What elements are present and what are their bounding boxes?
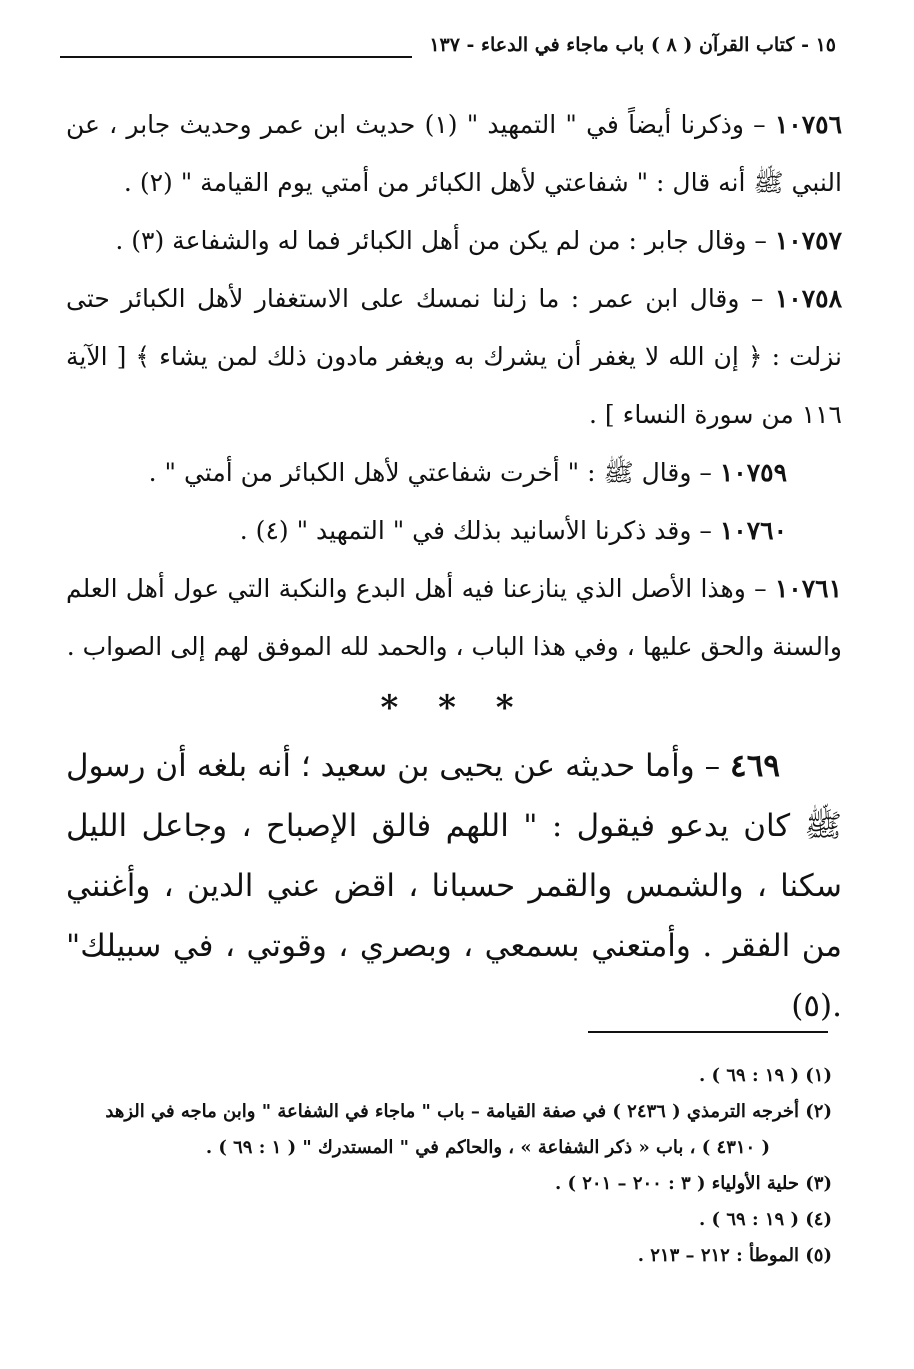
paragraph-number: ١٠٧٥٧ [774, 226, 842, 255]
footnote: (٤) ( ١٩ : ٦٩ ) . [699, 1209, 832, 1230]
paragraph-text: – وقد ذكرنا الأسانيد بذلك في " التمهيد " (٤) . [239, 516, 712, 545]
hadith-text: – وأما حديثه عن يحيى بن سعيد ؛ أنه بلغه أن رسول ﷺ كان يدعو فيقول : " اللهم فالق الإصباح ، وجاعل الليل سكنا ، والشمس والقمر حسبانا ، اقض عني الدين ، وأغنني من الفقر . وأمتعني بسمعي ، وبصري ، وقوتي ، في سبيلك" .(٥) [66, 748, 842, 1024]
footnote: (١) ( ١٩ : ٦٩ ) . [699, 1065, 832, 1086]
footnote: (٥) الموطأ : ٢١٢ – ٢١٣ . [637, 1245, 832, 1266]
footnote-continuation: ( ٤٣١٠ ) ، باب « ذكر الشفاعة » ، والحاكم في " المستدرك " ( ١ : ٦٩ ) . [205, 1137, 770, 1158]
paragraph-number: ١٠٧٥٨ [774, 284, 842, 313]
paragraph-number: ١٠٧٦٠ [719, 516, 787, 545]
paragraph-number: ١٠٧٥٦ [774, 110, 842, 139]
paragraph [66, 560, 842, 676]
paragraph-text: – وهذا الأصل الذي ينازعنا فيه أهل البدع والنكبة التي عول أهل العلم والسنة والحق عليها ، وفي هذا الباب ، والحمد لله الموفق لهم إلى الصواب . [66, 574, 842, 661]
paragraph-text: – وذكرنا أيضاً في " التمهيد " (١) حديث ابن عمر وحديث جابر ، عن النبي ﷺ أنه قال : " شفاعتي لأهل الكبائر من أمتي يوم القيامة " (٢) . [66, 110, 842, 197]
paragraph-text: – وقال ﷺ : " أخرت شفاعتي لأهل الكبائر من أمتي " . [148, 458, 712, 487]
header-rule [60, 56, 412, 58]
running-title: ١٥ - كتاب القرآن ( ٨ ) باب ماجاء في الدعاء - ١٣٧ [429, 34, 836, 56]
section-divider: * * * [380, 688, 528, 728]
paragraph-number: ١٠٧٥٩ [719, 458, 787, 487]
paragraph [66, 270, 842, 444]
paragraph [66, 96, 842, 212]
hadith-number: ٤٦٩ [730, 748, 780, 784]
main-text [66, 96, 842, 1036]
footnote: (٢) أخرجه الترمذي ( ٢٤٣٦ ) في صفة القيامة – باب " ماجاء في الشفاعة " وابن ماجه في الزهد [105, 1101, 832, 1122]
footnotes [70, 1058, 832, 1274]
hadith-paragraph [66, 736, 842, 1036]
paragraph-text: – وقال ابن عمر : ما زلنا نمسك على الاستغفار لأهل الكبائر حتى نزلت : ﴿ إن الله لا يغفر أن يشرك به ويغفر مادون ذلك لمن يشاء ﴾ [ الآية ١١٦ من سورة النساء ] . [66, 284, 842, 429]
page-header [60, 32, 836, 68]
paragraph-text: – وقال جابر : من لم يكن من أهل الكبائر فما له والشفاعة (٣) . [115, 226, 767, 255]
paragraph-number: ١٠٧٦١ [774, 574, 843, 603]
paragraph [66, 502, 842, 560]
paragraph [66, 444, 842, 502]
footnote: (٣) حلية الأولياء ( ٣ : ٢٠٠ – ٢٠١ ) . [554, 1173, 832, 1194]
footnote-rule [588, 1031, 828, 1033]
paragraph [66, 212, 842, 270]
